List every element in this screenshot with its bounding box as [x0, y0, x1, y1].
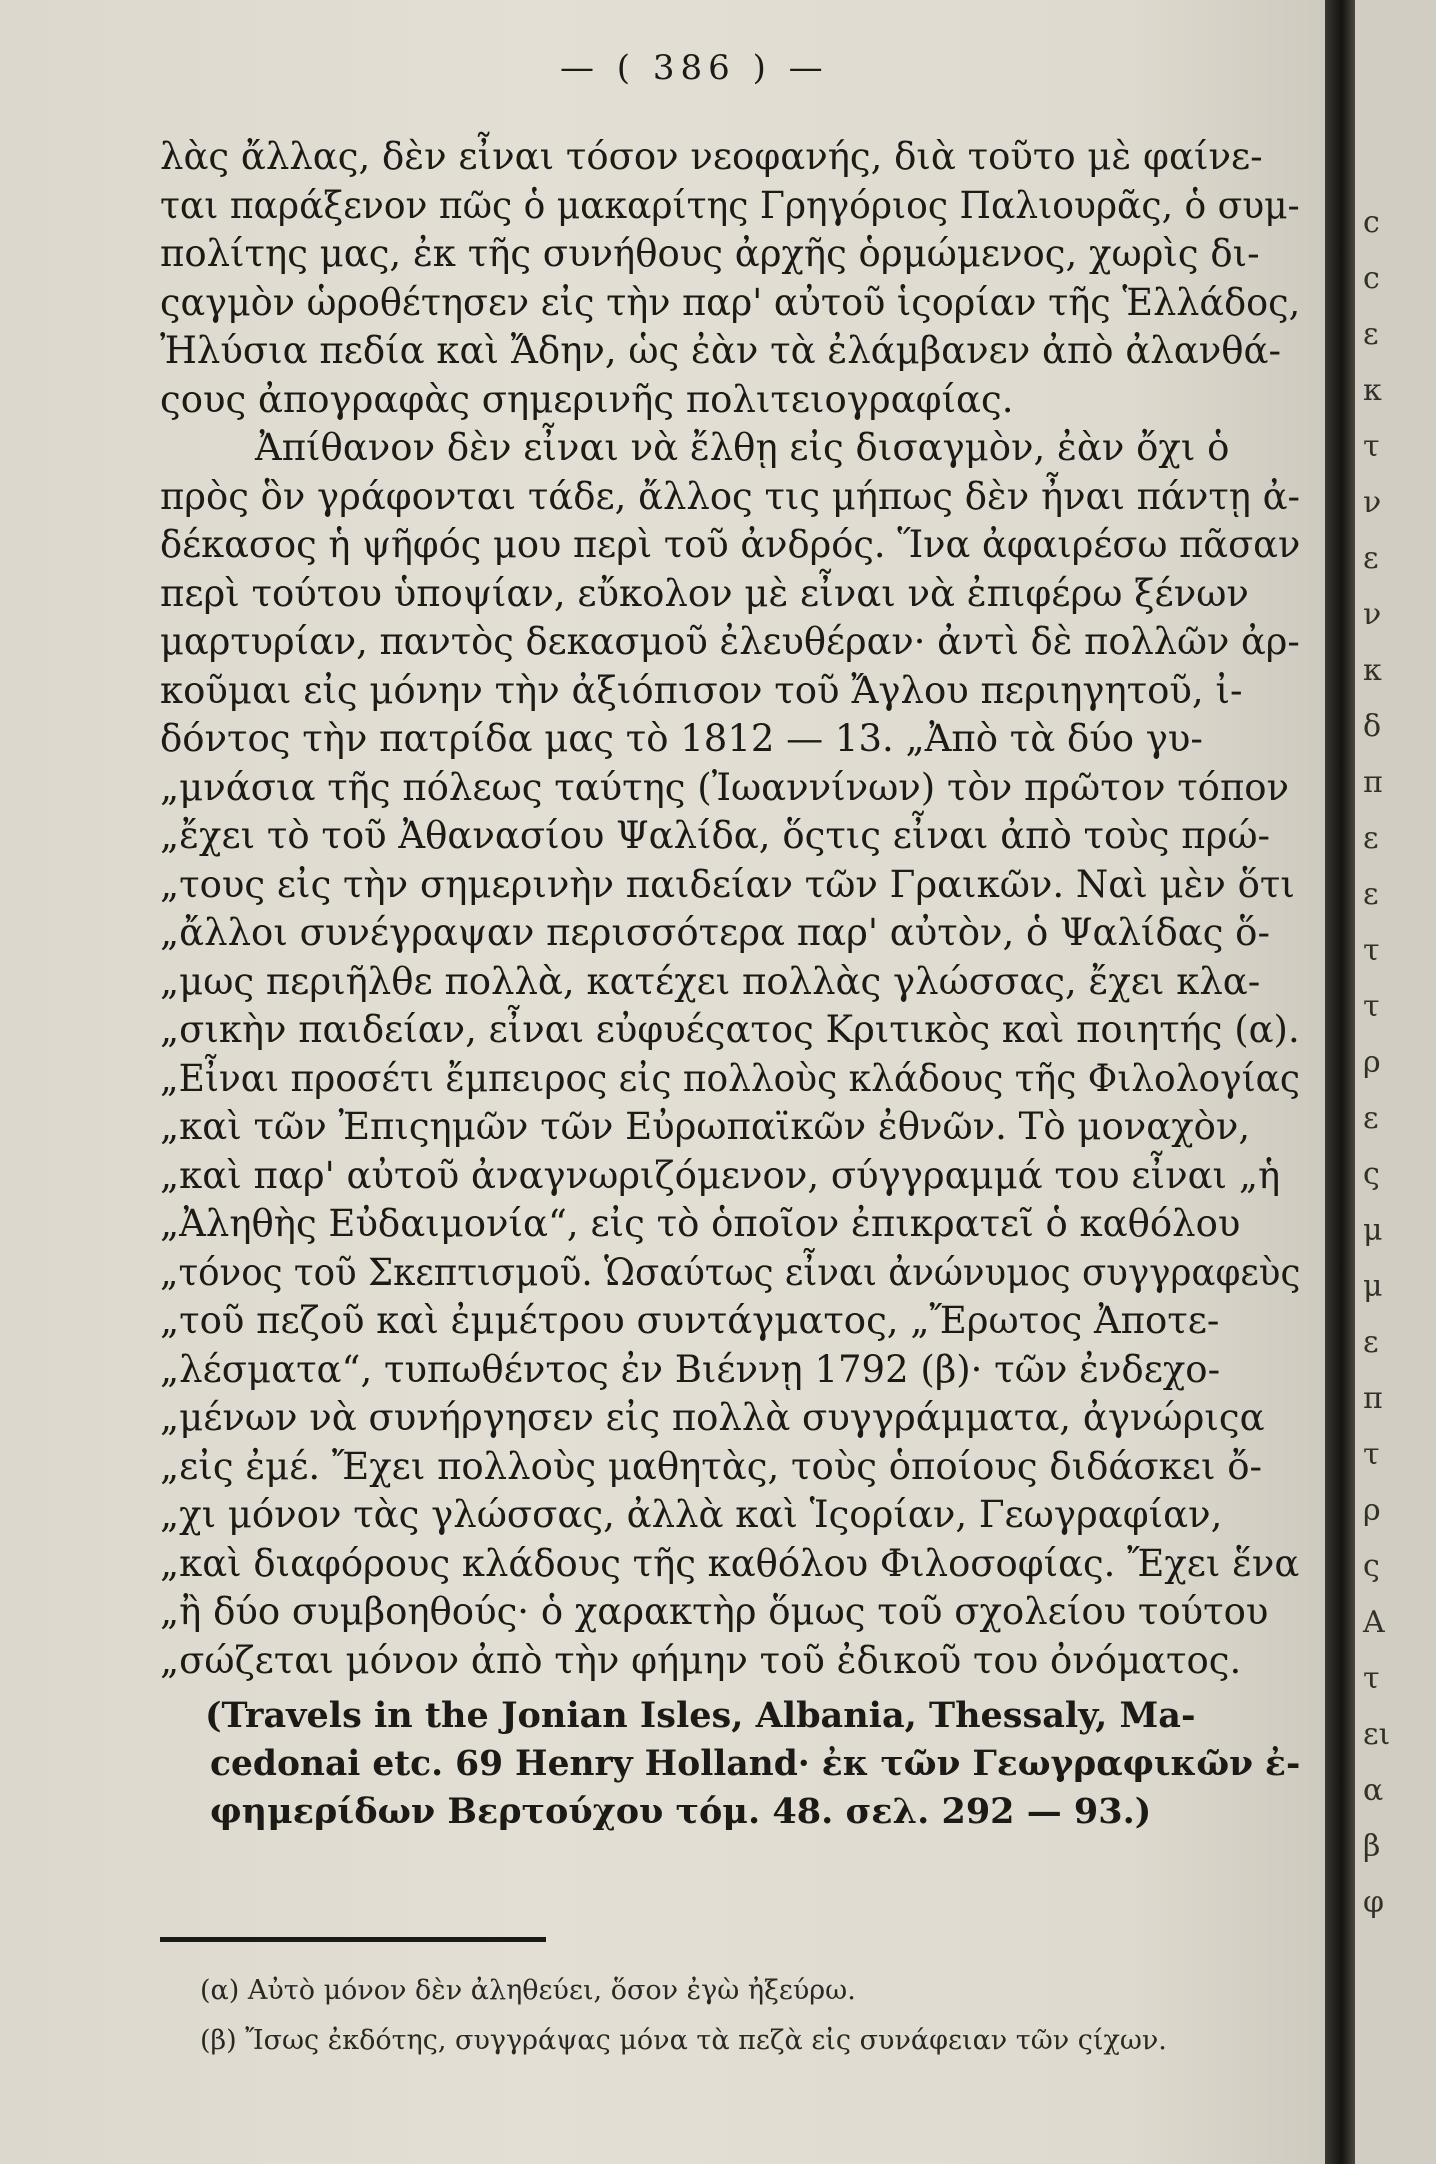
text-line: „Ἀληθὴς Εὐδαιμονία“, εἰς τὸ ὁποῖον ἐπικρατεῖ ὁ καθόλου [160, 1202, 1241, 1245]
text-line: „εἰς ἐμέ. Ἔχει πολλοὺς μαθητὰς, τοὺς ὁποίους διδάσκει ὄ- [160, 1445, 1262, 1488]
text-line: περὶ τούτου ὑποψίαν, εὔκολον μὲ εἶναι νὰ ἐπιφέρω ξένων [160, 572, 1249, 615]
facing-page-char: ει [1363, 1717, 1391, 1752]
facing-page-char: π [1363, 1381, 1383, 1416]
text-line: δέκασος ἡ ψῆφός μου περὶ τοῦ ἀνδρός. Ἵνα ἀφαιρέσω πᾶσαν [160, 523, 1301, 566]
text-line: „μνάσια τῆς πόλεως ταύτης (Ἰωαννίνων) τὸν πρῶτον τόπον [160, 766, 1290, 809]
text-line: „τόνος τοῦ Σκεπτισμοῦ. Ὡσαύτως εἶναι ἀνώνυμος συγγραφεὺς [160, 1251, 1301, 1294]
text-line: δόντος τὴν πατρίδα μας τὸ 1812 — 13. „Ἀπὸ τὰ δύο γυ- [160, 717, 1203, 760]
text-line: „τους εἰς τὴν σημερινὴν παιδείαν τῶν Γραικῶν. Ναὶ μὲν ὅτι [160, 863, 1295, 906]
facing-page-char: ς [1363, 1157, 1380, 1192]
text-line: „ἢ δύο συμβοηθούς· ὁ χαρακτὴρ ὅμως τοῦ σχολείου τούτου [160, 1590, 1269, 1633]
facing-page-char: τ [1363, 1437, 1380, 1472]
facing-page-edge [1355, 0, 1436, 2164]
footnote-alpha: (α) Αὐτὸ μόνον δὲν ἀληθεύει, ὅσον ἐγὼ ἠξεύρω. [200, 1975, 856, 2006]
text-line: κοῦμαι εἰς μόνην τὴν ἀξιόπισον τοῦ Ἄγλου περιηγητοῦ, ἰ- [160, 669, 1243, 712]
facing-page-char: κ [1363, 373, 1382, 408]
text-line: „ἔχει τὸ τοῦ Ἀθανασίου Ψαλίδα, ὅςτις εἶναι ἀπὸ τοὺς πρώ- [160, 814, 1270, 857]
facing-page-char: μ [1363, 1269, 1383, 1304]
facing-page-char: α [1363, 1773, 1384, 1808]
citation-line: φημερίδων Βερτούχου τόμ. 48. σελ. 292 — 93.) [210, 1791, 1152, 1832]
text-line: „καὶ παρ' αὐτοῦ ἀναγνωριζόμενον, σύγγραμμά του εἶναι „ἡ [160, 1154, 1281, 1197]
facing-page-char: π [1363, 765, 1383, 800]
text-line: „σικὴν παιδείαν, εἶναι εὐφυέςατος Κριτικὸς καὶ ποιητής (α). [160, 1008, 1300, 1051]
facing-page-char: β [1363, 1829, 1381, 1864]
facing-page-char: κ [1363, 653, 1382, 688]
facing-page-char: τ [1363, 429, 1380, 464]
facing-page-char: ς [1363, 1549, 1380, 1584]
facing-page-char: ε [1363, 1101, 1379, 1136]
facing-page-char: ε [1363, 821, 1379, 856]
text-line: λὰς ἄλλας, δὲν εἶναι τόσον νεοφανής, διὰ τοῦτο μὲ φαίνε- [160, 135, 1263, 178]
facing-page-char: ε [1363, 1325, 1379, 1360]
text-line: „μένων νὰ συνήργησεν εἰς πολλὰ συγγράμματα, ἀγνώριςα [160, 1396, 1265, 1439]
text-line: ται παράξενον πῶς ὁ μακαρίτης Γρηγόριος Παλιουρᾶς, ὁ συμ- [160, 184, 1300, 227]
text-line: ςαγμὸν ὡροθέτησεν εἰς τὴν παρ' αὐτοῦ ἱςορίαν τῆς Ἑλλάδος, [160, 281, 1301, 324]
facing-page-char: ρ [1363, 1045, 1381, 1080]
text-line: „καὶ διαφόρους κλάδους τῆς καθόλου Φιλοσοφίας. Ἔχει ἕνα [160, 1542, 1300, 1585]
text-line: πρὸς ὃν γράφονται τάδε, ἄλλος τις μήπως δὲν ἦναι πάντῃ ἀ- [160, 475, 1301, 518]
facing-page-char: ρ [1363, 1493, 1381, 1528]
facing-page-char: δ [1363, 709, 1382, 744]
facing-page-char: φ [1363, 1885, 1385, 1920]
text-line: „Εἶναι προσέτι ἔμπειρος εἰς πολλοὺς κλάδους τῆς Φιλολογίας [160, 1057, 1301, 1100]
facing-page-char: μ [1363, 1213, 1383, 1248]
text-line: „λέσματα“, τυπωθέντος ἐν Βιέννῃ 1792 (β)· τῶν ἐνδεχο- [160, 1348, 1221, 1391]
facing-page-char: ε [1363, 877, 1379, 912]
book-gutter [1325, 0, 1355, 2164]
text-line: „σώζεται μόνον ἀπὸ τὴν φήμην τοῦ ἐδικοῦ του ὀνόματος. [160, 1639, 1242, 1682]
footnote-rule [160, 1937, 546, 1942]
text-line: „καὶ τῶν Ἐπιςημῶν τῶν Εὐρωπαϊκῶν ἐθνῶν. Τὸ μοναχὸν, [160, 1105, 1251, 1148]
facing-page-char: τ [1363, 933, 1380, 968]
text-line: Ἠλύσια πεδία καὶ Ἄδην, ὡς ἐὰν τὰ ἐλάμβανεν ἀπὸ ἀλανθά- [160, 329, 1282, 372]
text-line: πολίτης μας, ἐκ τῆς συνήθους ἀρχῆς ὁρμώμενος, χωρὶς δι- [160, 232, 1260, 275]
text-line: μαρτυρίαν, παντὸς δεκασμοῦ ἐλευθέραν· ἀντὶ δὲ πολλῶν ἀρ- [160, 620, 1300, 663]
citation-line: (Travels in the Jonian Isles, Albania, Thessaly, Ma- [205, 1695, 1196, 1736]
page-number-header: — ( 386 ) — [560, 48, 829, 88]
facing-page-char: τ [1363, 1661, 1380, 1696]
facing-page-char: Α [1363, 1605, 1385, 1640]
text-line: Ἀπίθανον δὲν εἶναι νὰ ἔλθῃ εἰς δισαγμὸν, ἐὰν ὄχι ὁ [255, 426, 1230, 469]
facing-page-char: ε [1363, 541, 1379, 576]
facing-page-char: ε [1363, 317, 1379, 352]
facing-page-char: ν [1363, 597, 1382, 632]
text-line: „ἄλλοι συνέγραψαν περισσότερα παρ' αὐτὸν, ὁ Ψαλίδας ὅ- [160, 911, 1270, 954]
facing-page-char: c [1363, 261, 1380, 296]
text-line: „μως περιῆλθε πολλὰ, κατέχει πολλὰς γλώσσας, ἔχει κλα- [160, 960, 1261, 1003]
text-line: „χι μόνον τὰς γλώσσας, ἀλλὰ καὶ Ἱςορίαν, Γεωγραφίαν, [160, 1493, 1223, 1536]
text-line: „τοῦ πεζοῦ καὶ ἐμμέτρου συντάγματος, „Ἔρωτος Ἀποτε- [160, 1299, 1220, 1342]
facing-page-char: ν [1363, 485, 1382, 520]
footnote-beta: (β) Ἴσως ἐκδότης, συγγράψας μόνα τὰ πεζὰ εἰς συνάφειαν τῶν ςίχων. [200, 2025, 1167, 2056]
text-line: ςους ἀπογραφὰς σημερινῆς πολιτειογραφίας. [160, 378, 1014, 421]
citation-line: cedonai etc. 69 Henry Holland· ἐκ τῶν Γεωγραφικῶν ἐ- [210, 1743, 1301, 1784]
facing-page-char: τ [1363, 989, 1380, 1024]
facing-page-char: c [1363, 205, 1380, 240]
